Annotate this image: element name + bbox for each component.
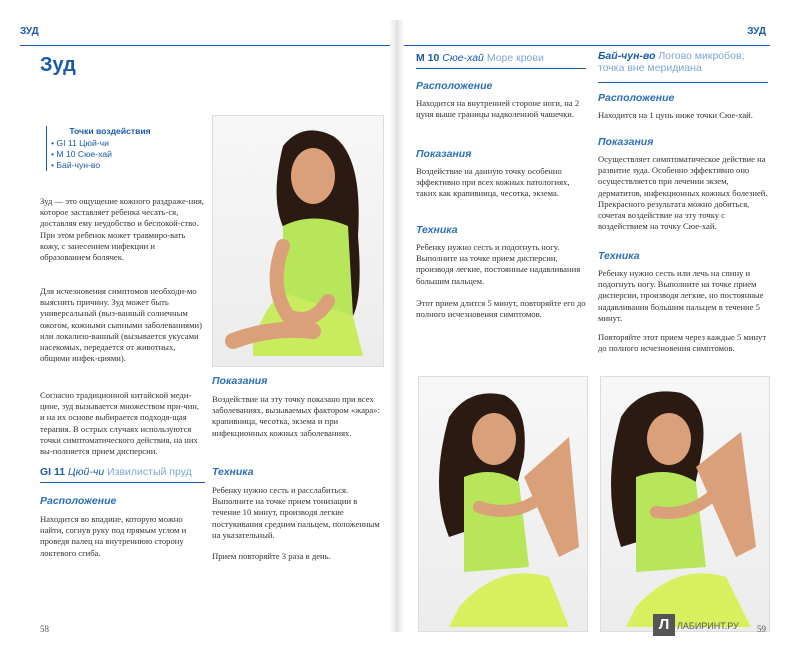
points-box-item: • Бай-чун-во	[51, 160, 101, 170]
location-text: Находится во впадине, которую можно найти, согнув руку под прямым углом и проведя палец на внутреннюю сторону локтевого сгиба.	[40, 514, 187, 558]
section-heading: Техника	[598, 250, 640, 262]
child-photo-knee-left	[418, 376, 588, 632]
child-pressing-knee-image	[419, 377, 587, 631]
point-heading-m10	[416, 52, 544, 64]
point-rule	[40, 482, 205, 483]
right-page	[404, 20, 788, 632]
header-rule-right	[404, 45, 770, 46]
repeat-text: Повторяйте этот прием через каждые 5 минут до полного исчезновения симптомов.	[598, 332, 767, 354]
point-heading-bcw	[598, 50, 768, 74]
point-code: GI 11	[40, 466, 66, 478]
labirint-logo-icon: Л	[653, 614, 675, 636]
point-name: Бай-чун-во	[598, 50, 656, 62]
indications-text: Воздействие на эту точку показано при всех заболеваниях, вызываемых фактором «жара»: крапивница, чесотка, экзема и при инфекционных кожных заболеваниях.	[212, 394, 380, 438]
indications-text: Воздействие на данную точку особенно эффективно при всех кожных патологиях, таких как крапивница, чесотка, экзема.	[416, 166, 570, 199]
point-rule	[598, 82, 768, 83]
page-number-left: 58	[40, 624, 49, 634]
point-heading-gi11	[40, 466, 192, 478]
point-rule	[416, 68, 586, 69]
running-header-left: ЗУД	[20, 26, 39, 37]
intro-paragraph: Согласно традиционной китайской меди-цине, зуд вызывается множеством при-чин, и на их основе выбирается подходя-щая терапия. В острых случаях используются точки симптоматического действия, на них вы-полняется прием дисперсии.	[40, 390, 200, 457]
running-header-right: ЗУД	[747, 26, 766, 37]
child-photo-knee-right	[600, 376, 770, 632]
section-heading: Расположение	[40, 495, 117, 507]
technique-text: Ребенку нужно сесть и подогнуть ногу. Выполните на точке прием дисперсии, производя легкие, постоянные надавливания большим пальцем.	[416, 242, 581, 286]
points-box-title: Точки воздействия	[69, 126, 151, 136]
intro-paragraph: Для исчезновения симптомов необходи-мо выяснить причину. Зуд может быть универсальный (выз-ванный солнечным ожогом, кожными сыпными заболеваниями) или локализо-ванный (вызывается укусами насекомых, передается от животных, общими инфек-циями).	[40, 286, 203, 364]
points-box-item-label: GI 11 Цюй-чи	[56, 138, 109, 148]
indications-text: Осуществляет симптоматическое действие на развитие зуда. Особенно эффективно оно осуществляется при лечении экзем, дерматитов, инфекционных кожных болезней. Прекрасного результата можно добиться, сочетая воздействие на эту точку с воздействием на точку Сюе-хай.	[598, 154, 768, 232]
location-text: Находится на внутренней стороне ноги, на 2 цуня выше границы надколенной чашечки.	[416, 98, 580, 120]
repeat-text: Этот прием длится 5 минут, повторяйте его до полного исчезновения симптомов.	[416, 298, 586, 320]
section-heading: Показания	[416, 148, 472, 160]
point-desc: Море крови	[486, 52, 544, 64]
section-heading: Показания	[598, 136, 654, 148]
points-box-item-label: M 10 Сюе-хай	[56, 149, 112, 159]
points-box	[46, 126, 169, 171]
points-box-item: • M 10 Сюе-хай	[51, 149, 112, 159]
technique-text: Ребенку нужно сесть или лечь на спину и подогнуть ногу. Выполните на точке прием дисперсии, производя легкие, но постоянные надавливания большим пальцем в течение 5 минут.	[598, 268, 764, 323]
section-heading: Техника	[416, 224, 458, 236]
intro-paragraph: Зуд — это ощущение кожного раздраже-ния, которое заставляет ребенка чесать-ся, доставляя ему неудобство и беспокой-ство. При этом ребенок может травмиро-вать кожу, с занесением инфекции и образованием болячек.	[40, 196, 204, 263]
point-desc: Извилистый пруд	[107, 466, 192, 478]
point-desc: Логово микробов; точка вне меридиана	[598, 50, 745, 74]
points-box-item: • GI 11 Цюй-чи	[51, 138, 109, 148]
header-rule-left	[20, 45, 390, 46]
page-number-right: 59	[757, 624, 766, 634]
point-name: Цюй-чи	[68, 466, 105, 478]
left-page	[12, 20, 390, 632]
child-scratching-arm-image	[213, 116, 383, 366]
repeat-text: Прием повторяйте 3 раза в день.	[212, 551, 331, 561]
page-title: Зуд	[40, 54, 76, 76]
points-box-item-label: Бай-чун-во	[56, 160, 101, 170]
location-text: Находится на 1 цунь ниже точки Сюе-хай.	[598, 110, 753, 120]
section-heading: Расположение	[416, 80, 493, 92]
section-heading: Показания	[212, 375, 268, 387]
watermark-text: ЛАБИРИНТ.РУ	[677, 621, 739, 631]
point-code: M 10	[416, 52, 440, 64]
point-name: Сюе-хай	[442, 52, 484, 64]
section-heading: Расположение	[598, 92, 675, 104]
technique-text: Ребенку нужно сесть и расслабиться. Выполните на точке прием тонизации в течение 10 минут, производя легкие постукивания средним пальцем, положенным на указательный.	[212, 485, 380, 540]
book-spine	[389, 20, 405, 632]
child-photo-arm	[212, 115, 384, 367]
section-heading: Техника	[212, 466, 254, 478]
child-pressing-knee-image	[601, 377, 769, 631]
